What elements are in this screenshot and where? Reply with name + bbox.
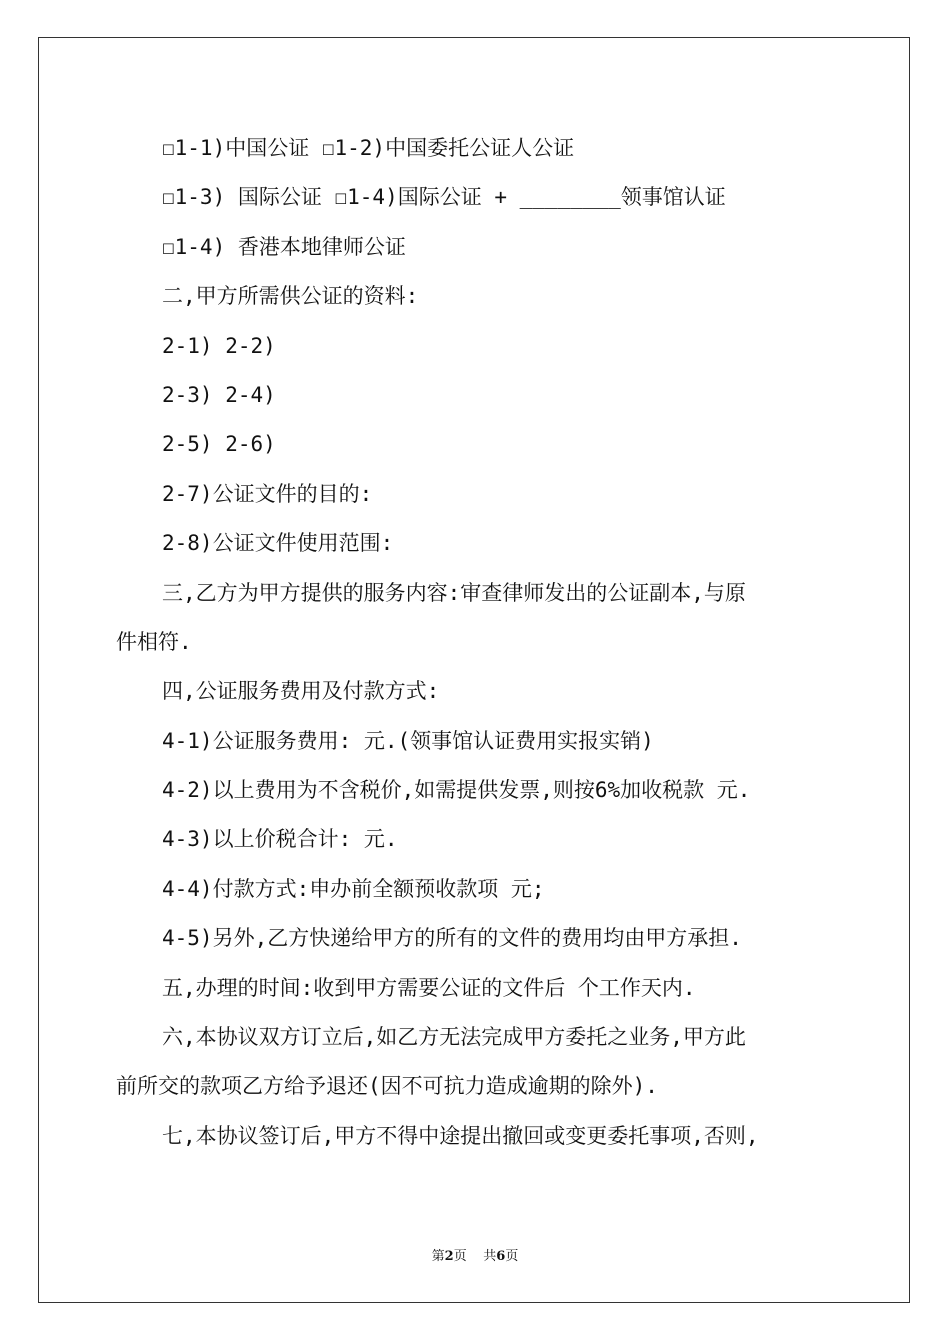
footer-page-suffix: 页 <box>453 1249 467 1264</box>
document-line: 4-4)付款方式:申办前全额预收款项 元; <box>162 876 545 901</box>
document-line: 4-5)另外,乙方快递给甲方的所有的文件的费用均由甲方承担. <box>162 926 742 951</box>
document-line: 四,公证服务费用及付款方式: <box>162 679 440 704</box>
document-line: 2-7)公证文件的目的: <box>162 481 373 506</box>
document-line: ☐1-3) 国际公证 ☐1-4)国际公证 + ________领事馆认证 <box>162 185 726 210</box>
document-line: 4-2)以上费用为不含税价,如需提供发票,则按6%加收税款 元. <box>162 778 751 803</box>
footer-page-total: 6 <box>496 1249 506 1264</box>
document-line: ☐1-1)中国公证 ☐1-2)中国委托公证人公证 <box>162 136 575 160</box>
document-line: 2-5) 2-6) <box>162 432 276 457</box>
document-line: 七,本协议签订后,甲方不得中途提出撤回或变更委托事项,否则, <box>162 1123 759 1148</box>
footer-page-current: 2 <box>444 1249 454 1264</box>
document-line: ☐1-4) 香港本地律师公证 <box>162 234 406 259</box>
page-footer <box>0 1245 950 1264</box>
document-line: 4-1)公证服务费用: 元.(领事馆认证费用实报实销) <box>162 728 654 753</box>
footer-page-prefix: 第 <box>431 1249 445 1264</box>
document-line: 2-1) 2-2) <box>162 333 276 358</box>
document-line: 件相符. <box>116 629 192 654</box>
document-line: 六,本协议双方订立后,如乙方无法完成甲方委托之业务,甲方此 <box>162 1025 746 1050</box>
document-body <box>116 124 846 1161</box>
document-line: 4-3)以上价税合计: 元. <box>162 827 398 852</box>
document-line: 二,甲方所需供公证的资料: <box>162 284 419 309</box>
document-line: 五,办理的时间:收到甲方需要公证的文件后 个工作天内. <box>162 975 696 1000</box>
footer-total-prefix: 共 <box>483 1249 497 1264</box>
document-line: 2-3) 2-4) <box>162 382 276 407</box>
document-line: 2-8)公证文件使用范围: <box>162 531 394 556</box>
document-line: 前所交的款项乙方给予退还(因不可抗力造成逾期的除外). <box>116 1074 658 1099</box>
footer-total-suffix: 页 <box>505 1249 519 1264</box>
document-line: 三,乙方为甲方提供的服务内容:审查律师发出的公证副本,与原 <box>162 580 746 605</box>
